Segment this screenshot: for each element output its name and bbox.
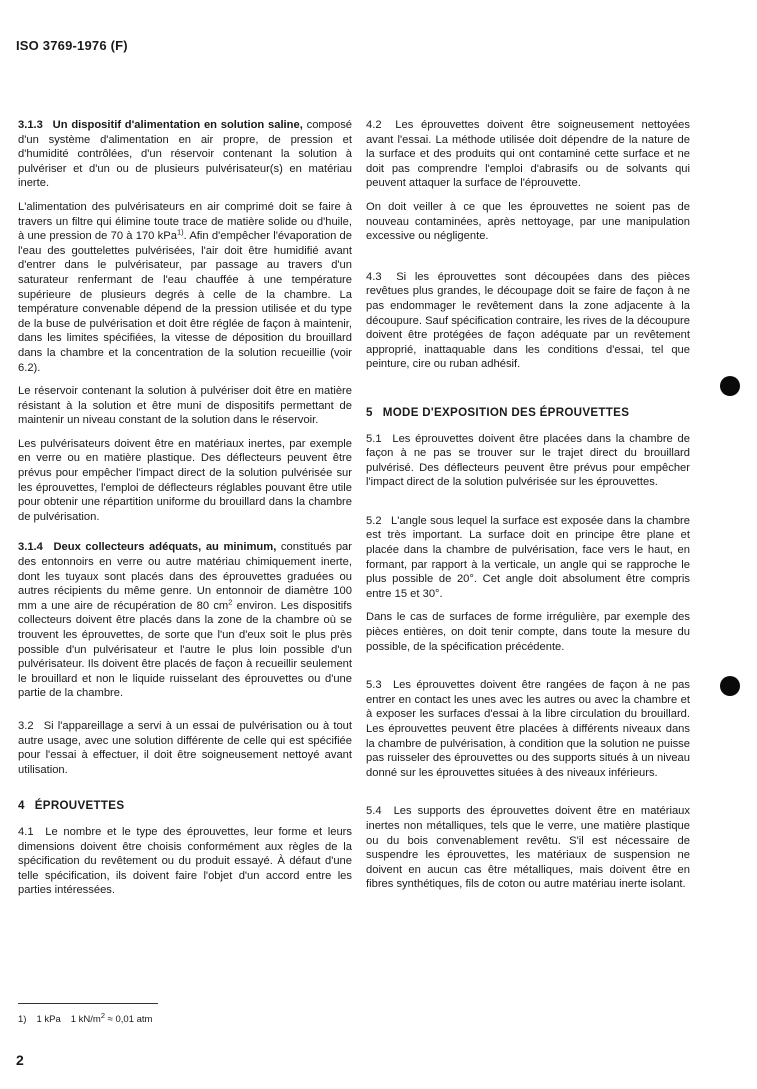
paragraph-text: constitués par des entonnoirs en verre ou autre matériau chimiquement inerte, dont les tuyaux sont placés dans des éprouvettes graduées ou autres récipients du même genre. Un entonnoir de diamètre 100 mm a une aire de récupération de 80 cm [18,541,353,612]
paragraph-reservoir: Le réservoir contenant la solution à pulvériser doit être en matière résistant à la solution et être muni de dispositifs permettant de maintenir un niveau constant de la solution dans le réservoir. [18,385,352,427]
section-5-3 [366,678,690,780]
paragraph-text: L'alimentation des pulvérisateurs en air comprimé doit se faire à travers un filtre qui élimine toute trace de matière solide ou d'huile, à une pression de 70 à 170 kPa [18,200,352,243]
paragraph-cleaning: On doit veiller à ce que les éprouvettes ne soient pas de nouveau contaminées, après nettoyage, par une manipulation excessive ou négligente. [366,200,690,243]
section-number: 4.1 [18,825,34,838]
paragraph-text: Le nombre et le type des éprouvettes, leur forme et leurs dimensions doivent être choisis conformément aux règles de la spécification du revêtement ou du produit essayé. À défaut d'une telle spécification, ils doivent faire l'objet d'un accord entre les parties intéressées. [18,825,352,897]
footnote-divider [18,1003,158,1004]
left-column [18,118,352,907]
right-column [366,118,690,901]
section-title: Deux collecteurs adéquats, au minimum, [53,541,277,554]
paragraph-air-supply [18,200,352,375]
paragraph-text: L'angle sous lequel la surface est exposée dans la chambre est très important. La surface doit en principe être plane et placée dans la chambre de pulvérisation, face vers le haut, en formant, par rapport à la verticale, un angle qui se rapproche le plus possible de 20°. Cet angle doit absolument être compris entre 15 et 30°. [366,514,691,600]
section-4-3 [366,270,690,372]
section-number: 5.2 [366,514,382,527]
section-number: 4.3 [366,270,382,283]
footnote [18,1010,162,1026]
section-title: Un dispositif d'alimentation en solution saline, [52,119,303,131]
section-number: 5.4 [366,805,382,818]
footnote-equation-rest: ≈ 0,01 atm [105,1014,153,1025]
page-number: 2 [16,1052,24,1068]
section-5-1 [366,432,690,490]
paragraph-text: environ. Les dispositifs collecteurs doivent être placés dans la zone de la chambre où se trouvent les éprouvettes, de sorte que l'un d'eux soit le plus près possible d'un pulvérisateur et l'autre le plus loin possible d'un pulvérisateur. Ils doivent être placés de façon à recueillir seulement le brouillard et non le liquide ruisselant des éprouvettes ou d'une partie de la chambre. [18,599,352,700]
section-number: 3.2 [18,719,34,732]
footnote-unit: 1 kPa [36,1014,61,1025]
footnote-mark: 1) [18,1014,27,1025]
section-number: 5.3 [366,679,382,692]
section-4-1 [18,825,352,898]
paragraph-text: Si les éprouvettes sont découpées dans des pièces revêtues plus grandes, le découpage doit se faire de façon à ne pas endommager le revêtement dans la zone adjacente à la découpure. Sauf spécification contraire, les rives de la découpure doivent être protégées de façon adéquate par un revêtement approprié, inattaquable dans les conditions d'essai, tel que peinture, cire ou ruban adhésif. [366,270,691,371]
punch-hole-icon [720,676,740,696]
footnote-ref: 1) [176,227,184,237]
section-3-1-3 [18,118,352,191]
punch-hole-icon [720,376,740,396]
section-5-4 [366,804,690,892]
section-5-2 [366,514,690,602]
paragraph-text: Si l'appareillage a servi à un essai de pulvérisation ou à tout autre usage, avec une solution différente de celle qui est spécifiée pour l'essai à effectuer, il doit être soigneusement nettoyé avant utilisation. [18,719,352,776]
heading-number: 5 [366,405,373,419]
paragraph-text: composé d'un système d'alimentation en air propre, de pression et d'humidité contrôlées, d'un réservoir contenant la solution à pulvériser et d'un ou de plusieurs pulvérisateur(s) en matériau inerte. [18,119,353,190]
paragraph-irregular-surfaces: Dans le cas de surfaces de forme irrégulière, par exemple des pièces entières, on doit tenir compte, dans toute la mesure du possible, de la spécification précédente. [366,611,690,653]
heading-title: MODE D'EXPOSITION DES ÉPROUVETTES [382,405,630,419]
paragraph-text: Les éprouvettes doivent être placées dans la chambre de façon à ne pas se trouver sur le trajet direct du brouillard pulvérisé. Des déflecteurs peuvent être prévus pour empêcher l'impact direct de la solution pulvérisée sur les éprouvettes. [366,432,691,489]
heading-title: ÉPROUVETTES [34,799,125,813]
section-number: 3.1.3 [18,119,43,131]
heading-section-5 [366,406,690,421]
section-4-2 [366,118,690,191]
paragraph-sprayers: Les pulvérisateurs doivent être en matériaux inertes, par exemple en verre ou en matière plastique. Des déflecteurs peuvent être prévus pour empêcher l'impact direct de la solution pulvérisée sur les éprouvettes, l'emploi de déflecteurs réglables pouvant être utile pour obtenir une répartition uniforme du brouillard dans la chambre de pulvérisation. [18,437,352,523]
paragraph-text: Les supports des éprouvettes doivent être en matériaux inertes non métalliques, tels que le verre, une matière plastique ou du bois convenablement revêtu. S'il est nécessaire de suspendre les éprouvettes, les matériaux de suspension ne doivent en aucun cas être métalliques, mais doivent être en fibres synthétiques, fils de coton ou autre matériau inerte isolant. [366,805,691,891]
section-number: 3.1.4 [18,541,43,554]
section-number: 5.1 [366,432,382,445]
superscript: 2 [100,1010,106,1020]
document-header: ISO 3769-1976 (F) [16,38,128,53]
superscript: 2 [228,597,233,607]
footnote-equation: 1 kN/m [70,1014,101,1025]
section-number: 4.2 [366,119,382,131]
paragraph-text: . Afin d'empêcher l'évaporation de l'eau des gouttelettes pulvérisées, l'air doit être humidifié avant d'entrer dans le pulvérisateur, par passage au travers d'un saturateur renfermant de l'eau chauffée à une température supérieure de plusieurs degrés à celle de la chambre. La température convenable dépend de la pression utilisée et du type de la buse de pulvérisation et doit être réglée de façon à maintenir, dans les limites spécifiées, la vitesse de déposition du brouillard dans la chambre et la concentration de la solution recueillie (voir 6.2). [18,230,352,374]
paragraph-text: Les éprouvettes doivent être soigneusement nettoyées avant l'essai. La méthode utilisée doit dépendre de la nature de la surface et des produits qui ont contaminé cette surface et ne doit pas comprendre l'emploi d'abrasifs ou de solvants qui peuvent attaquer la surface de l'éprouvette. [366,119,690,190]
heading-number: 4 [18,799,25,813]
section-3-2 [18,719,352,777]
paragraph-text: Les éprouvettes doivent être rangées de façon à ne pas entrer en contact les unes avec les autres ou avec la chambre et à exposer les surfaces d'essai à la libre circulation du brouillard. Les éprouvettes peuvent être placées à différents niveaux dans la chambre de pulvérisation, à condition que la solution ne puisse pas ruisseler des éprouvettes ou des supports situés à un niveau donné sur les éprouvettes situées à des niveaux inférieurs. [366,679,691,779]
heading-section-4 [18,799,352,814]
section-3-1-4 [18,540,352,701]
